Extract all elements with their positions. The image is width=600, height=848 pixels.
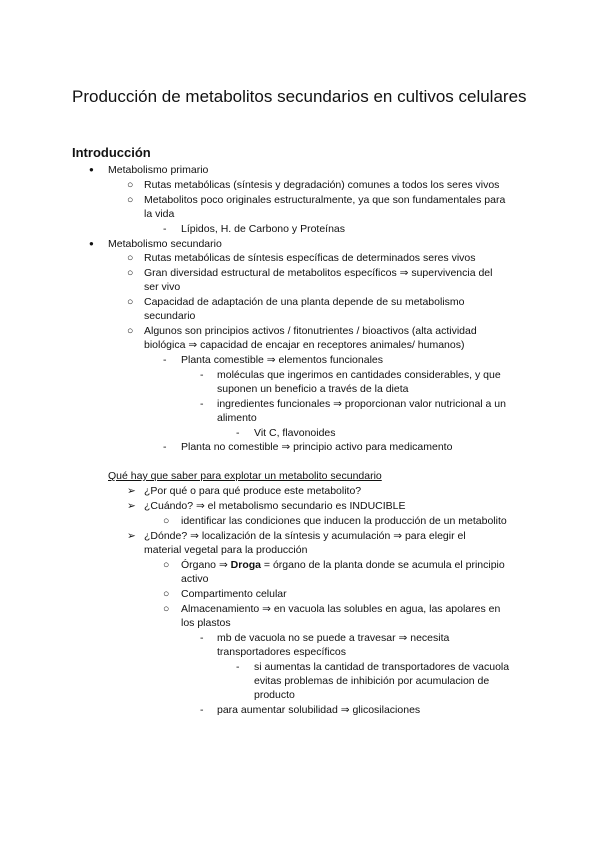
section-heading: Introducción <box>72 145 151 160</box>
list-item: Gran diversidad estructural de metabolitos específicos ⇒ supervivencia del <box>144 267 493 279</box>
dash-bullet-icon: - <box>200 704 204 716</box>
list-item: ingredientes funcionales ⇒ proporcionan valor nutricional a un <box>217 398 506 410</box>
dash-bullet-icon: - <box>163 223 167 235</box>
list-item-continuation: secundario <box>144 310 196 322</box>
list-item: Rutas metabólicas de síntesis específicas de determinados seres vivos <box>144 252 476 264</box>
list-item-continuation: ser vivo <box>144 281 181 293</box>
list-item: moléculas que ingerimos en cantidades considerables, y que <box>217 369 501 381</box>
disc-bullet-icon: ● <box>89 239 94 248</box>
list-item: Algunos son principios activos / fitonutrientes / bioactivos (alta actividad <box>144 325 477 337</box>
list-item-continuation: evitas problemas de inhibición por acumulacion de <box>254 675 490 687</box>
circle-bullet-icon: ○ <box>127 194 134 206</box>
list-item: Metabolitos poco originales estructuralmente, ya que son fundamentales para <box>144 194 506 206</box>
circle-bullet-icon: ○ <box>127 179 134 191</box>
disc-bullet-icon: ● <box>89 165 94 174</box>
list-item: Planta no comestible ⇒ principio activo para medicamento <box>181 441 453 453</box>
circle-bullet-icon: ○ <box>163 588 170 600</box>
dash-bullet-icon: - <box>200 369 204 381</box>
organo-prefix: Órgano ⇒ <box>181 559 231 571</box>
list-item: ¿Dónde? ⇒ localización de la síntesis y acumulación ⇒ para elegir el <box>144 530 466 542</box>
subsection-heading: Qué hay que saber para explotar un metabolito secundario <box>108 470 382 482</box>
dash-bullet-icon: - <box>163 441 167 453</box>
list-item: Almacenamiento ⇒ en vacuola las solubles en agua, las apolares en <box>181 603 501 615</box>
droga-term: Droga <box>230 559 261 571</box>
list-item: Compartimento celular <box>181 588 287 600</box>
list-item: si aumentas la cantidad de transportadores de vacuola <box>254 661 510 673</box>
list-item-continuation: alimento <box>217 412 257 424</box>
list-item: ¿Cuándo? ⇒ el metabolismo secundario es INDUCIBLE <box>144 500 406 512</box>
list-item: para aumentar solubilidad ⇒ glicosilaciones <box>217 704 421 716</box>
list-item-continuation: transportadores específicos <box>217 646 346 658</box>
list-item-continuation: la vida <box>144 208 175 220</box>
dash-bullet-icon: - <box>236 661 240 673</box>
dash-bullet-icon: - <box>200 398 204 410</box>
arrow-bullet-icon: ➢ <box>127 485 136 497</box>
document-title: Producción de metabolitos secundarios en cultivos celulares <box>72 87 527 106</box>
circle-bullet-icon: ○ <box>127 252 134 264</box>
list-item: identificar las condiciones que inducen la producción de un metabolito <box>181 515 507 527</box>
list-item-continuation: activo <box>181 573 209 585</box>
dash-bullet-icon: - <box>200 632 204 644</box>
list-item: Vit C, flavonoides <box>254 427 336 439</box>
list-item-secundario: Metabolismo secundario <box>108 238 222 250</box>
list-item: Capacidad de adaptación de una planta depende de su metabolismo <box>144 296 465 308</box>
arrow-bullet-icon: ➢ <box>127 530 136 542</box>
list-item: Planta comestible ⇒ elementos funcionales <box>181 354 383 366</box>
list-item: Rutas metabólicas (síntesis y degradación) comunes a todos los seres vivos <box>144 179 500 191</box>
circle-bullet-icon: ○ <box>127 325 134 337</box>
arrow-bullet-icon: ➢ <box>127 500 136 512</box>
list-item-continuation: suponen un beneficio a través de la dieta <box>217 383 409 395</box>
organo-suffix: = órgano de la planta donde se acumula el principio <box>261 559 505 571</box>
dash-bullet-icon: - <box>236 427 240 439</box>
circle-bullet-icon: ○ <box>163 559 170 571</box>
circle-bullet-icon: ○ <box>163 515 170 527</box>
list-item-organo <box>181 558 505 572</box>
list-item: mb de vacuola no se puede a travesar ⇒ necesita <box>217 632 450 644</box>
list-item-continuation: material vegetal para la producción <box>144 544 308 556</box>
list-item-continuation: los plastos <box>181 617 231 629</box>
dash-bullet-icon: - <box>163 354 167 366</box>
list-item-continuation: biológica ⇒ capacidad de encajar en receptores animales/ humanos) <box>144 339 465 351</box>
circle-bullet-icon: ○ <box>163 603 170 615</box>
list-item-primario: Metabolismo primario <box>108 164 209 176</box>
circle-bullet-icon: ○ <box>127 296 134 308</box>
circle-bullet-icon: ○ <box>127 267 134 279</box>
list-item-continuation: producto <box>254 689 295 701</box>
list-item: ¿Por qué o para qué produce este metabolito? <box>144 485 362 497</box>
list-item: Lípidos, H. de Carbono y Proteínas <box>181 223 346 235</box>
